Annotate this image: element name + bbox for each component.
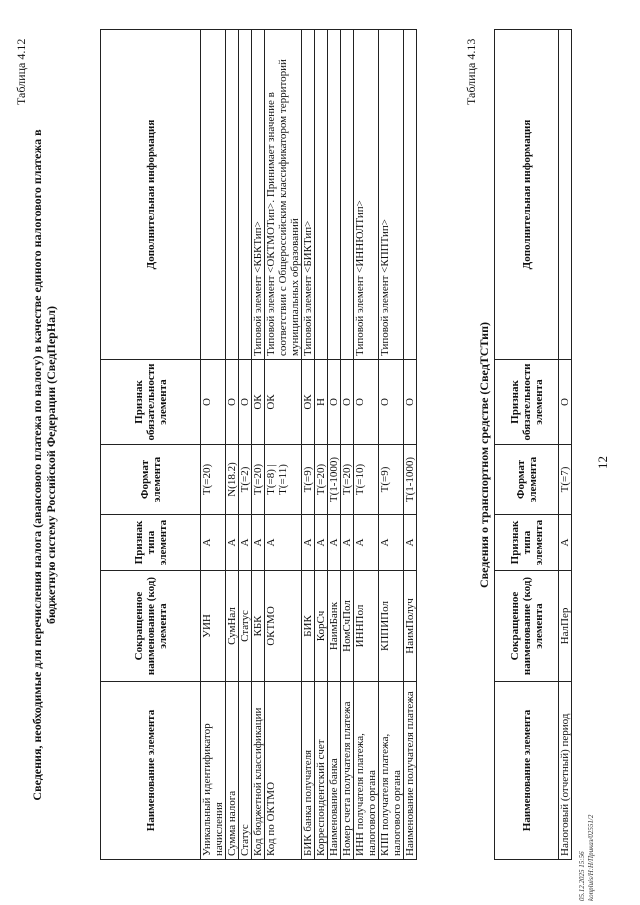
header-info: Дополнительная информация — [101, 30, 201, 360]
table-cell: Код по ОКТМО — [265, 682, 302, 860]
header-format: Формат элемента — [495, 445, 559, 515]
table-cell: Н — [315, 360, 328, 445]
table-cell: Корреспондентский счет — [315, 682, 328, 860]
table-cell: НомСчПол — [341, 571, 354, 682]
table-row — [379, 30, 404, 860]
footer-stamp — [578, 741, 596, 901]
page-number: 12 — [595, 456, 610, 469]
table-cell: А — [354, 515, 379, 571]
table-cell: КБК — [252, 571, 265, 682]
table-row — [226, 30, 239, 860]
table-cell: А — [379, 515, 404, 571]
table-cell: T(1-1000) — [404, 445, 417, 515]
table-cell: О — [226, 360, 239, 445]
table-cell: КПП получателя платежа, налогового органа — [379, 682, 404, 860]
table-cell: Типовой элемент <БИКТип> — [302, 30, 315, 360]
table-cell: Сумма налога — [226, 682, 239, 860]
table-cell: ОК — [302, 360, 315, 445]
table-cell: НалПер — [559, 571, 572, 682]
table-row — [252, 30, 265, 860]
table-cell: Типовой элемент <КБКТип> — [252, 30, 265, 360]
table-cell: Номер счета получателя платежа — [341, 682, 354, 860]
table-cell: Типовой элемент <ОКТМОТип>. Принимает значение в соответствии с Общероссийским классификатором территорий муниципальных образований — [265, 30, 302, 360]
table-cell: О — [354, 360, 379, 445]
footer-date: 05.12.2025 15:56 — [578, 851, 586, 901]
table-cell: А — [404, 515, 417, 571]
table-title-4-13: Сведения о транспортном средстве (СведТСТип) — [477, 322, 491, 589]
table-cell: Типовой элемент <ИННЮЛТип> — [354, 30, 379, 360]
table-row — [328, 30, 341, 860]
header-info: Дополнительная информация — [495, 30, 559, 360]
table-cell: КорСч — [315, 571, 328, 682]
table-cell: СумНал — [226, 571, 239, 682]
table-cell: ИННПол — [354, 571, 379, 682]
table-cell — [404, 30, 417, 360]
table-number-4-12: Таблица 4.12 — [14, 38, 28, 105]
table-header-row — [495, 30, 559, 860]
table-cell: О — [341, 360, 354, 445]
table-cell: Уникальный идентификатор начисления — [201, 682, 226, 860]
footer-ref: konpluis/H:H/Приказ/02551/2 — [587, 814, 595, 901]
table-row — [559, 30, 572, 860]
table-cell: ИНН получателя платежа, налогового органа — [354, 682, 379, 860]
header-type: Признак типа элемента — [495, 515, 559, 571]
table-4-13 — [494, 29, 572, 860]
table-cell: T(1-1000) — [328, 445, 341, 515]
table-cell: T(=20) — [341, 445, 354, 515]
table-cell: T(=8) | T(=11) — [265, 445, 302, 515]
table-cell: БИК — [302, 571, 315, 682]
table-cell: А — [315, 515, 328, 571]
table-cell: А — [201, 515, 226, 571]
table-cell: T(=7) — [559, 445, 572, 515]
table-cell: УИН — [201, 571, 226, 682]
table-cell: T(=20) — [201, 445, 226, 515]
table-cell: Налоговый (отчетный) период — [559, 682, 572, 860]
table-cell — [328, 30, 341, 360]
table-cell — [341, 30, 354, 360]
table-cell — [559, 30, 572, 360]
table-cell: Наименование банка — [328, 682, 341, 860]
table-cell — [201, 30, 226, 360]
table-cell: T(=9) — [379, 445, 404, 515]
table-cell: НаимБанк — [328, 571, 341, 682]
table-cell: T(=10) — [354, 445, 379, 515]
table-cell: О — [201, 360, 226, 445]
table-cell: T(=20) — [252, 445, 265, 515]
header-type: Признак типа элемента — [101, 515, 201, 571]
table-number-4-13: Таблица 4.13 — [464, 38, 478, 105]
table-row — [341, 30, 354, 860]
table-cell: А — [341, 515, 354, 571]
header-name: Наименование элемента — [495, 682, 559, 860]
table-cell: А — [559, 515, 572, 571]
table-row — [302, 30, 315, 860]
header-format: Формат элемента — [101, 445, 201, 515]
table-cell: О — [404, 360, 417, 445]
table-cell: О — [239, 360, 252, 445]
header-code: Сокращенное наименование (код) элемента — [495, 571, 559, 682]
table-cell: Статус — [239, 571, 252, 682]
table-header-row — [101, 30, 201, 860]
table-cell: А — [239, 515, 252, 571]
table-cell: T(=2) — [239, 445, 252, 515]
table-cell: А — [328, 515, 341, 571]
table-row — [239, 30, 252, 860]
table-cell: Статус — [239, 682, 252, 860]
table-cell: T(=9) — [302, 445, 315, 515]
table-cell: ОК — [265, 360, 302, 445]
table-cell: О — [328, 360, 341, 445]
table-cell: ОКТМО — [265, 571, 302, 682]
table-cell: Код бюджетной классификации — [252, 682, 265, 860]
table-cell: Наименование получателя платежа — [404, 682, 417, 860]
table-4-12 — [100, 29, 417, 860]
table-cell: T(=20) — [315, 445, 328, 515]
table-cell: А — [302, 515, 315, 571]
table-cell: А — [226, 515, 239, 571]
table-cell — [226, 30, 239, 360]
table-row — [315, 30, 328, 860]
table-cell: НаимПолуч — [404, 571, 417, 682]
table-row — [265, 30, 302, 860]
table-row — [404, 30, 417, 860]
header-required: Признак обязательности элемента — [101, 360, 201, 445]
header-code: Сокращенное наименование (код) элемента — [101, 571, 201, 682]
table-cell: О — [559, 360, 572, 445]
table-row — [354, 30, 379, 860]
table-cell: БИК банка получателя — [302, 682, 315, 860]
table-cell: А — [265, 515, 302, 571]
table-cell — [239, 30, 252, 360]
table-cell: N(18.2) — [226, 445, 239, 515]
table-cell: КППИПол — [379, 571, 404, 682]
table-row — [201, 30, 226, 860]
table-cell — [315, 30, 328, 360]
header-required: Признак обязательности элемента — [495, 360, 559, 445]
table-cell: О — [379, 360, 404, 445]
table-cell: ОК — [252, 360, 265, 445]
header-name: Наименование элемента — [101, 682, 201, 860]
table-cell: А — [252, 515, 265, 571]
table-cell: Типовой элемент <КППТип> — [379, 30, 404, 360]
table-title-4-12: Сведения, необходимые для перечисления налога (авансового платежа по налогу) в качестве единого налогового платежа в бюджетную систему Российской Федерации (СведПерНал) — [30, 129, 58, 801]
